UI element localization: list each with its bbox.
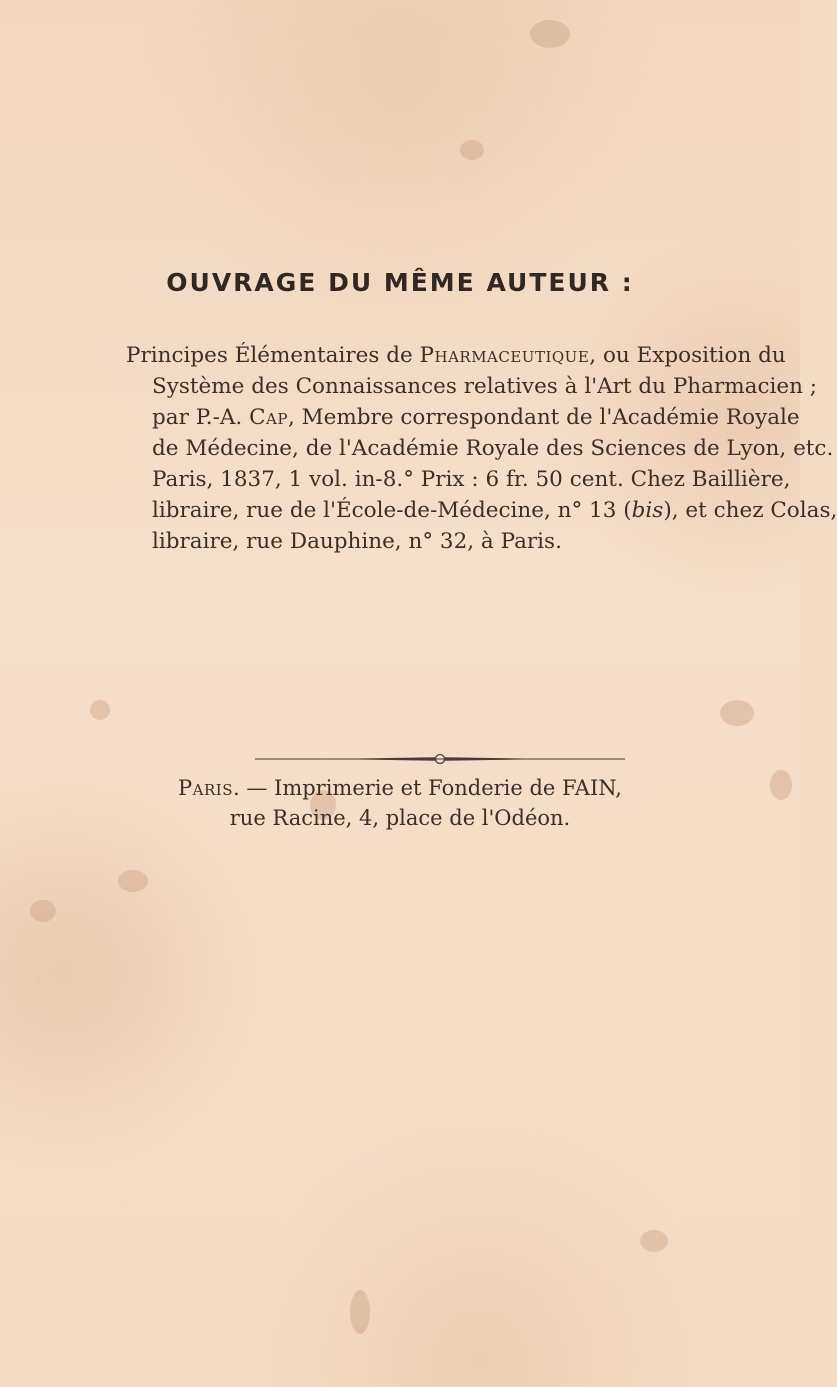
entry-line-4: de Médecine, de l'Académie Royale des Sciences de Lyon, etc. (152, 436, 834, 461)
entry-title-lead: Principes Élémentaires de (126, 343, 420, 368)
imprint-printer: . — Imprimerie et Fonderie de FAIN, (233, 776, 622, 800)
entry-line-5: Paris, 1837, 1 vol. in-8.° Prix : 6 fr. 50 cent. Chez Baillière, (152, 467, 791, 492)
entry-author-lead: par P.-A. (152, 405, 250, 430)
entry-line-1 (126, 340, 786, 371)
imprint-line-1 (0, 773, 800, 803)
entry-address-tail: ), et chez Colas, (663, 498, 837, 523)
foxing-spot (118, 870, 148, 892)
bibliographic-entry (126, 340, 837, 557)
foxing-spot (640, 1230, 668, 1252)
foxing-spot (460, 140, 484, 160)
entry-address-bis: bis (631, 498, 664, 523)
imprint-city: Paris (178, 776, 233, 800)
foxing-spot (90, 700, 110, 720)
foxing-spot (530, 20, 570, 48)
foxing-spot (720, 700, 754, 726)
page-heading: OUVRAGE DU MÊME AUTEUR : (166, 268, 634, 297)
entry-address-lead: libraire, rue de l'École-de-Médecine, n° 13 ( (152, 498, 632, 523)
entry-line-3 (126, 402, 800, 433)
foxing-spot (30, 900, 56, 922)
printer-imprint (0, 773, 800, 833)
entry-title-tail: , ou Exposition du (589, 343, 786, 368)
entry-line-7: libraire, rue Dauphine, n° 32, à Paris. (152, 529, 562, 554)
ornamental-rule (255, 752, 625, 766)
entry-title-smallcaps: Pharmaceutique (419, 343, 590, 368)
entry-author-tail: , Membre correspondant de l'Académie Royale (288, 405, 800, 430)
entry-author-name: Cap (249, 405, 288, 430)
entry-line-6 (126, 495, 837, 526)
foxing-spot (350, 1290, 370, 1334)
imprint-line-2: rue Racine, 4, place de l'Odéon. (229, 806, 571, 830)
entry-line-2: Système des Connaissances relatives à l'Art du Pharmacien ; (152, 374, 818, 399)
